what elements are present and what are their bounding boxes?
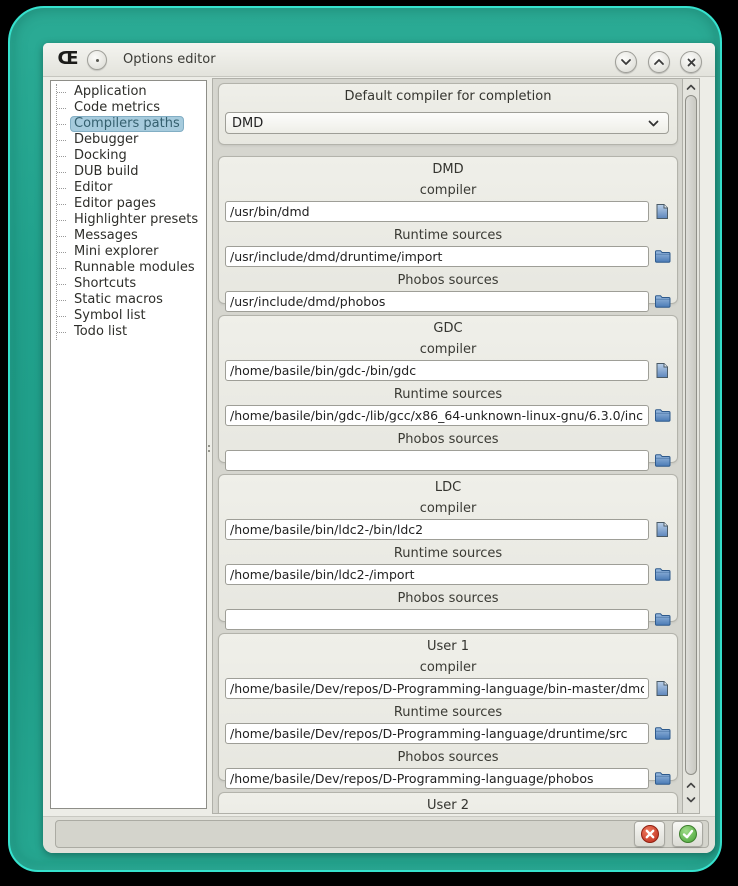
folder-icon xyxy=(654,567,671,582)
chevron-up-icon xyxy=(686,84,696,91)
folder-icon xyxy=(654,453,671,468)
folder-icon xyxy=(654,408,671,423)
field-label-compiler: compiler xyxy=(419,501,477,516)
shade-button[interactable] xyxy=(648,51,670,73)
browse-file-button[interactable] xyxy=(649,677,675,699)
sidebar-item-highlighter-presets[interactable]: Highlighter presets xyxy=(57,212,206,228)
field-label-compiler: compiler xyxy=(419,660,477,675)
title-bar[interactable] xyxy=(43,43,715,77)
field-label-runtime: Runtime sources xyxy=(393,546,503,561)
sidebar-item-debugger[interactable]: Debugger xyxy=(57,132,206,148)
sidebar-item-code-metrics[interactable]: Code metrics xyxy=(57,100,206,116)
field-label-phobos: Phobos sources xyxy=(397,432,499,447)
status-bar xyxy=(43,816,715,853)
group-title: Default compiler for completion xyxy=(344,89,552,104)
browse-file-button[interactable] xyxy=(649,518,675,540)
selected-compiler: DMD xyxy=(232,115,264,131)
sidebar-item-symbol-list[interactable]: Symbol list xyxy=(57,308,206,324)
chevron-up-icon xyxy=(653,58,665,66)
gdc-compiler-input[interactable] xyxy=(225,360,649,381)
sidebar-item-runnable-modules[interactable]: Runnable modules xyxy=(57,260,206,276)
browse-folder-button[interactable] xyxy=(649,722,675,744)
field-label-phobos: Phobos sources xyxy=(397,750,499,765)
categories-list xyxy=(50,80,207,809)
options-editor-window xyxy=(43,43,715,853)
field-label-phobos: Phobos sources xyxy=(397,273,499,288)
group-ldc xyxy=(218,474,678,622)
file-icon xyxy=(654,203,670,220)
browse-folder-button[interactable] xyxy=(649,245,675,267)
browse-folder-button[interactable] xyxy=(649,290,675,312)
field-label-compiler: compiler xyxy=(419,183,477,198)
group-default-compiler xyxy=(218,83,678,145)
chevron-down-icon xyxy=(620,58,632,66)
folder-icon xyxy=(654,249,671,264)
field-label-runtime: Runtime sources xyxy=(393,387,503,402)
scrollbar-thumb[interactable] xyxy=(685,95,697,775)
dmd-runtime-input[interactable] xyxy=(225,246,649,267)
field-label-runtime: Runtime sources xyxy=(393,705,503,720)
ldc-compiler-input[interactable] xyxy=(225,519,649,540)
status-frame xyxy=(55,820,709,848)
folder-icon xyxy=(654,612,671,627)
scroll-down-button[interactable] xyxy=(685,793,697,805)
file-icon xyxy=(654,680,670,697)
folder-icon xyxy=(654,771,671,786)
group-title: User 2 xyxy=(426,798,470,813)
compilers-paths-panel xyxy=(212,78,700,814)
browse-folder-button[interactable] xyxy=(649,449,675,471)
browse-folder-button[interactable] xyxy=(649,767,675,789)
group-gdc xyxy=(218,315,678,463)
gdc-phobos-input[interactable] xyxy=(225,450,649,471)
folder-icon xyxy=(654,726,671,741)
user1-runtime-input[interactable] xyxy=(225,723,649,744)
coedit-logo-icon: Œ xyxy=(57,48,79,69)
browse-file-button[interactable] xyxy=(649,200,675,222)
window-menu-button[interactable] xyxy=(87,50,107,70)
sidebar-item-editor-pages[interactable]: Editor pages xyxy=(57,196,206,212)
category-tree xyxy=(56,84,206,340)
dmd-phobos-input[interactable] xyxy=(225,291,649,312)
chevron-down-icon xyxy=(647,119,660,128)
sidebar-item-messages[interactable]: Messages xyxy=(57,228,206,244)
sidebar-item-dub-build[interactable]: DUB build xyxy=(57,164,206,180)
browse-folder-button[interactable] xyxy=(649,608,675,630)
close-button[interactable] xyxy=(680,51,702,73)
field-label-runtime: Runtime sources xyxy=(393,228,503,243)
file-icon xyxy=(654,521,670,538)
sidebar-item-todo-list[interactable]: Todo list xyxy=(57,324,206,340)
close-icon xyxy=(686,57,697,68)
chevron-up-icon xyxy=(686,782,696,789)
sidebar-item-shortcuts[interactable]: Shortcuts xyxy=(57,276,206,292)
group-dmd xyxy=(218,156,678,304)
sidebar-item-docking[interactable]: Docking xyxy=(57,148,206,164)
group-user2 xyxy=(218,792,678,814)
group-title: User 1 xyxy=(426,639,470,654)
accept-button[interactable] xyxy=(672,821,703,847)
sidebar-item-mini-explorer[interactable]: Mini explorer xyxy=(57,244,206,260)
file-icon xyxy=(654,362,670,379)
default-compiler-select[interactable] xyxy=(225,112,669,134)
window-title: Options editor xyxy=(123,52,216,67)
cancel-button[interactable] xyxy=(634,821,665,847)
group-title: GDC xyxy=(433,321,463,336)
green-check-icon xyxy=(678,824,698,844)
browse-file-button[interactable] xyxy=(649,359,675,381)
ldc-phobos-input[interactable] xyxy=(225,609,649,630)
chevron-down-icon xyxy=(686,796,696,803)
vertical-scrollbar[interactable] xyxy=(682,79,699,813)
dot-icon xyxy=(96,59,99,62)
dmd-compiler-input[interactable] xyxy=(225,201,649,222)
sidebar-item-application[interactable]: Application xyxy=(57,84,206,100)
folder-icon xyxy=(654,294,671,309)
sidebar-item-compilers-paths[interactable]: Compilers paths xyxy=(57,116,206,132)
minimize-button[interactable] xyxy=(615,51,637,73)
sidebar-item-editor[interactable]: Editor xyxy=(57,180,206,196)
group-title: DMD xyxy=(432,162,464,177)
user1-phobos-input[interactable] xyxy=(225,768,649,789)
ldc-runtime-input[interactable] xyxy=(225,564,649,585)
scroll-up-button-secondary[interactable] xyxy=(685,779,697,791)
user1-compiler-input[interactable] xyxy=(225,678,649,699)
gdc-runtime-input[interactable] xyxy=(225,405,649,426)
field-label-compiler: compiler xyxy=(419,342,477,357)
browse-folder-button[interactable] xyxy=(649,404,675,426)
scroll-up-button[interactable] xyxy=(685,81,697,93)
field-label-phobos: Phobos sources xyxy=(397,591,499,606)
window-frame xyxy=(8,6,722,872)
group-title: LDC xyxy=(434,480,462,495)
group-user1 xyxy=(218,633,678,781)
sidebar-item-static-macros[interactable]: Static macros xyxy=(57,292,206,308)
browse-folder-button[interactable] xyxy=(649,563,675,585)
red-cross-icon xyxy=(640,824,660,844)
